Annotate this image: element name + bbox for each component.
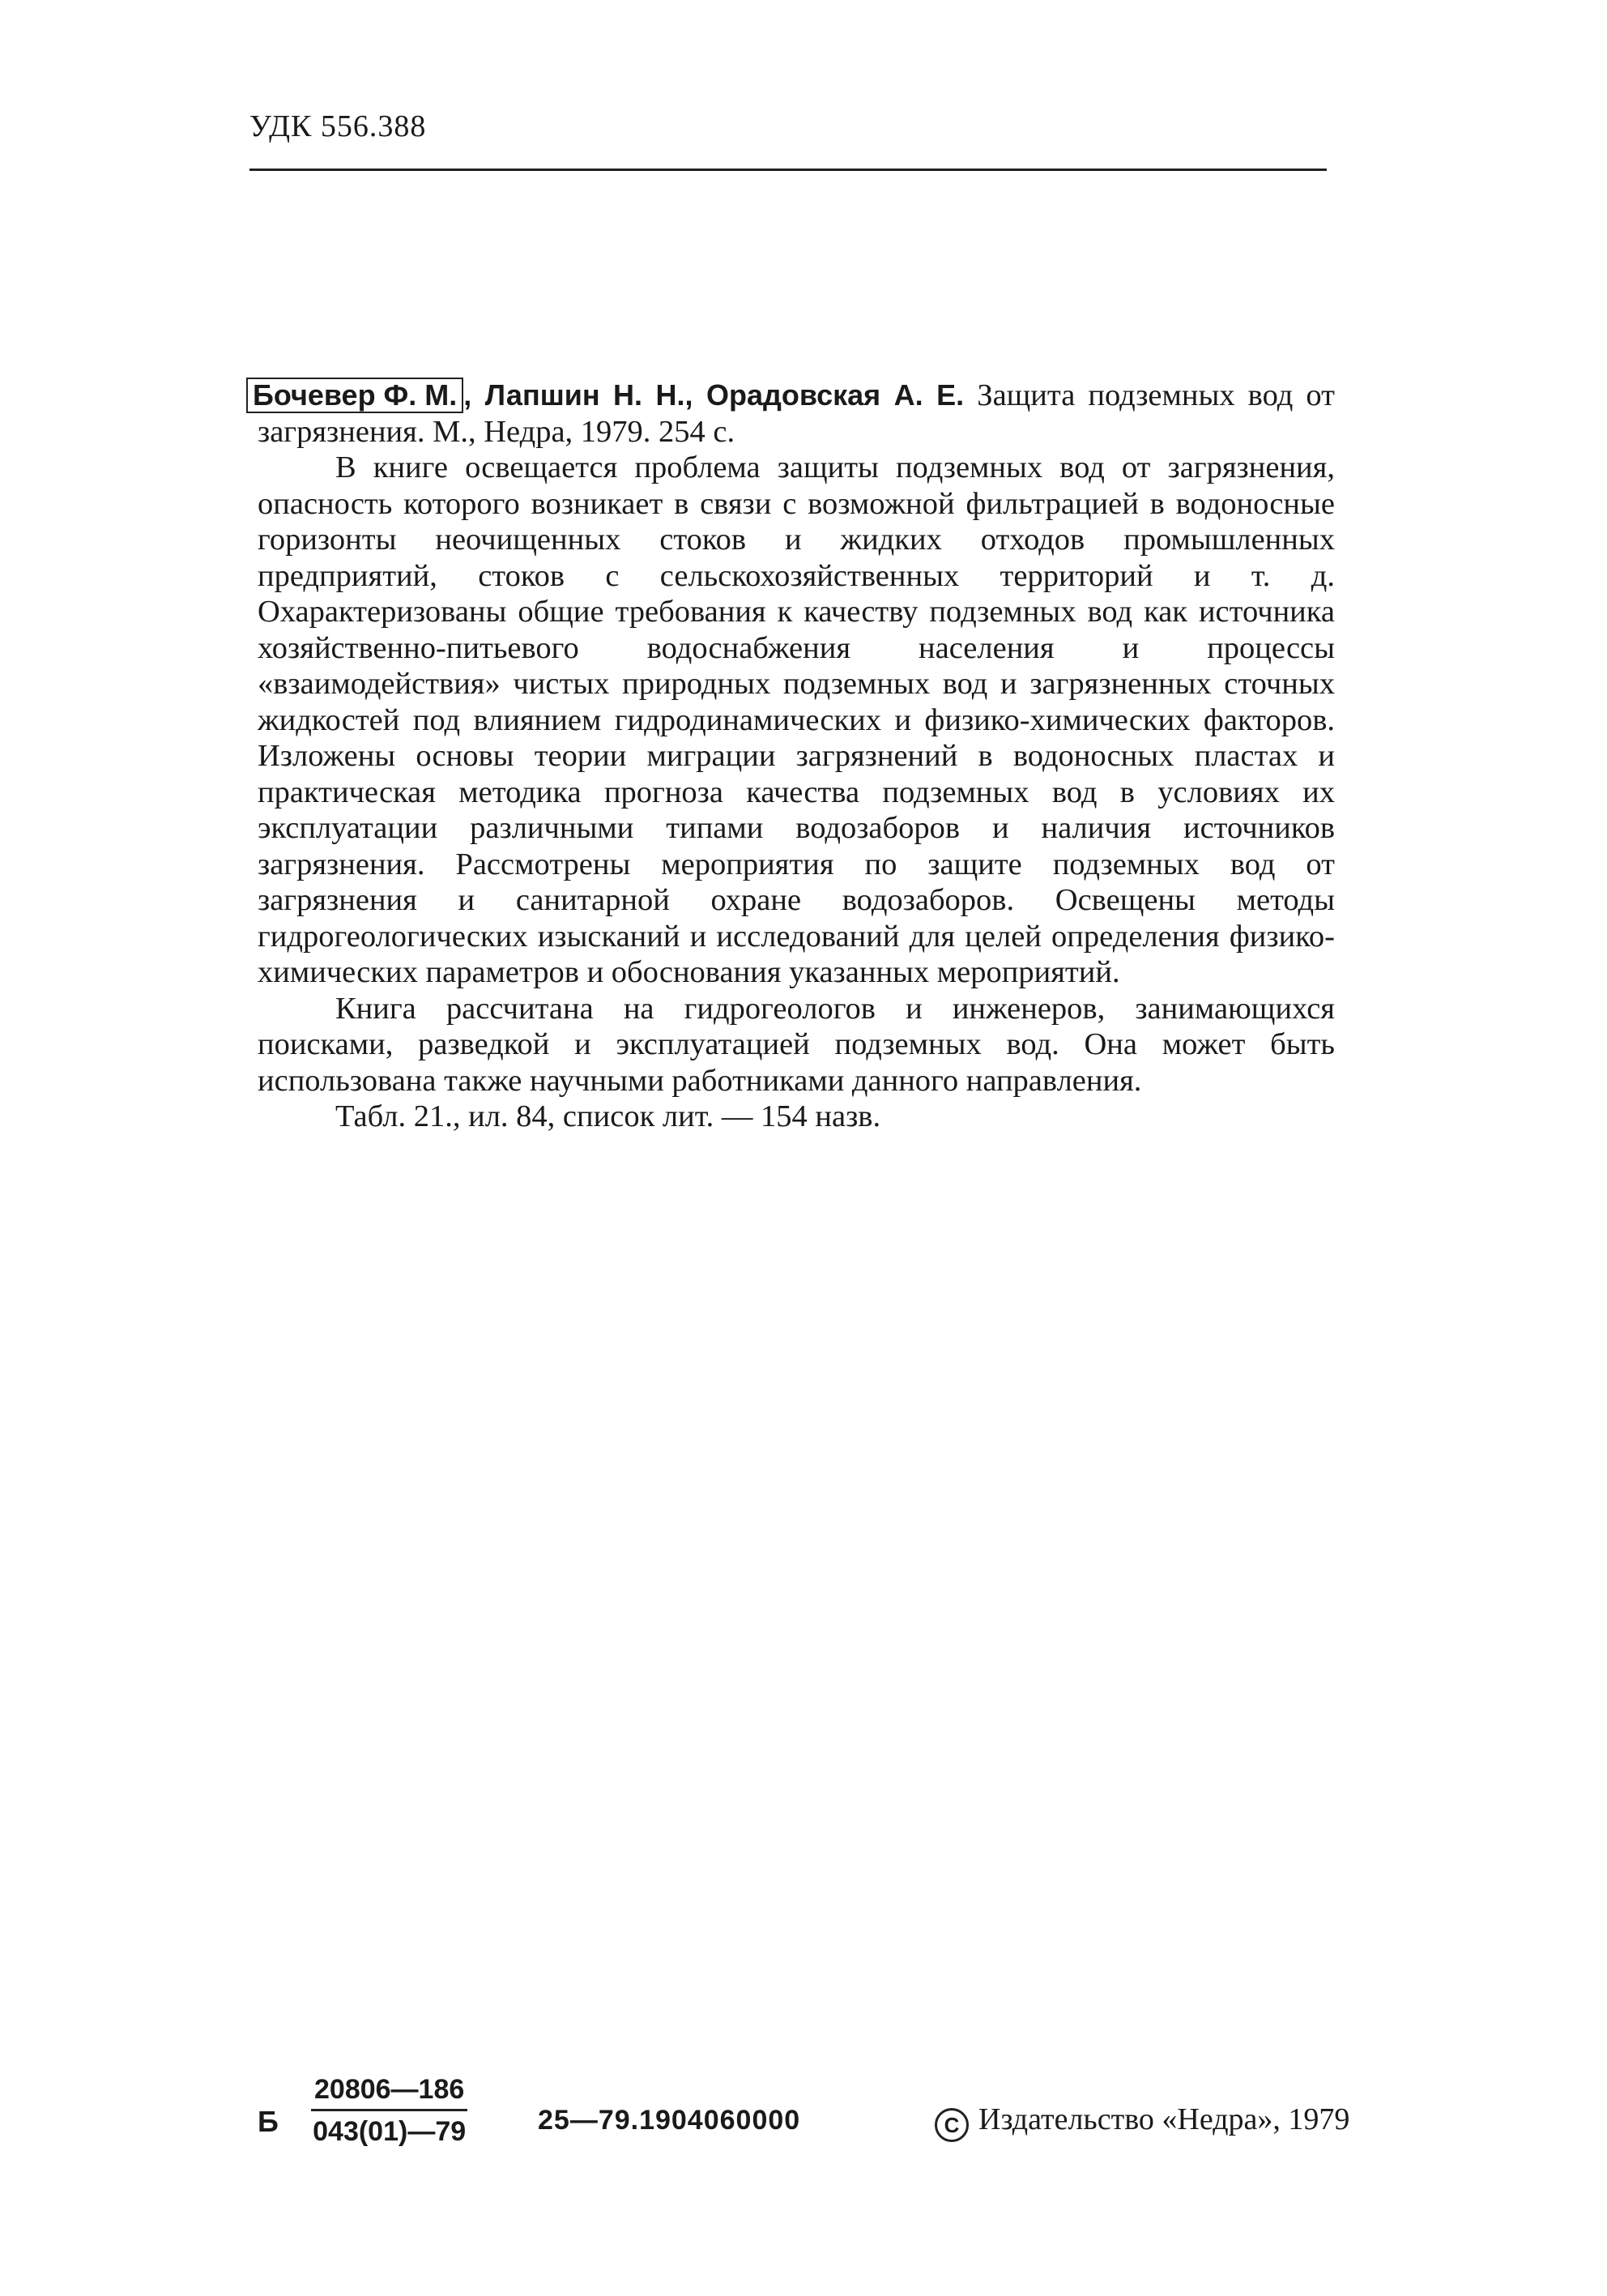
copyright-text: Издательство «Недра», 1979 (978, 2102, 1350, 2136)
imprint-letter: Б (258, 2105, 279, 2138)
imprint-fraction (311, 2074, 467, 2148)
abstract-paragraph-2: Книга рассчитана на гидрогеологов и инженеров, занимающихся поисками, разведкой и эксплуатацией подземных вод. Она может быть использована также научными работниками данного направления. (258, 991, 1335, 1098)
abstract-paragraph-1: В книге освещается проблема защиты подземных вод от загрязнения, опасность которого возникает в связи с возможной фильтрацией в водоносные горизонты неочищенных стоков и жидких отходов промышленных предприятий, стоков с сельскохозяйственных территорий и т. д. Охарактеризованы общие требования к качеству подземных вод как источника хозяйственно-питьевого водоснабжения населения и процессы «взаимодействия» чистых природных подземных вод и загрязненных сточных жидкостей под влиянием гидродинамических и физико-химических факторов. Изложены основы теории миграции загрязнений в водоносных пластах и практическая методика прогноза качества подземных вод в условиях их эксплуатации различными типами водозаборов и наличия источников загрязнения. Рассмотрены мероприятия по защите подземных вод от загрязнения и санитарной охране водозаборов. Освещены методы гидрогеологических изысканий и исследований для целей определения физико-химических параметров и обоснования указанных мероприятий. (258, 450, 1335, 989)
citation-text: Защита подземных вод от загрязнения. М., Недра, 1979. 254 с. (258, 378, 1336, 449)
copyright-icon: C (935, 2108, 969, 2142)
fraction-denominator: 043(01)—79 (313, 2116, 467, 2147)
boxed-author: Бочевер Ф. М. (246, 378, 463, 413)
header-divider (249, 169, 1327, 171)
other-authors: , Лапшин Н. Н., Орадовская А. Е. (463, 378, 965, 412)
udk-code: УДК 556.388 (249, 109, 427, 143)
citation-paragraph (253, 378, 1336, 450)
imprint-code: 25—79.1904060000 (538, 2105, 801, 2136)
tables-illustrations-note: Табл. 21., ил. 84, список лит. — 154 назв. (335, 1099, 881, 1133)
fraction-numerator: 20806—186 (311, 2074, 467, 2111)
bibliographic-abstract (253, 378, 1336, 1135)
authors (253, 378, 965, 412)
copyright-line (935, 2102, 1349, 2142)
imprint-footer (258, 2074, 1456, 2171)
